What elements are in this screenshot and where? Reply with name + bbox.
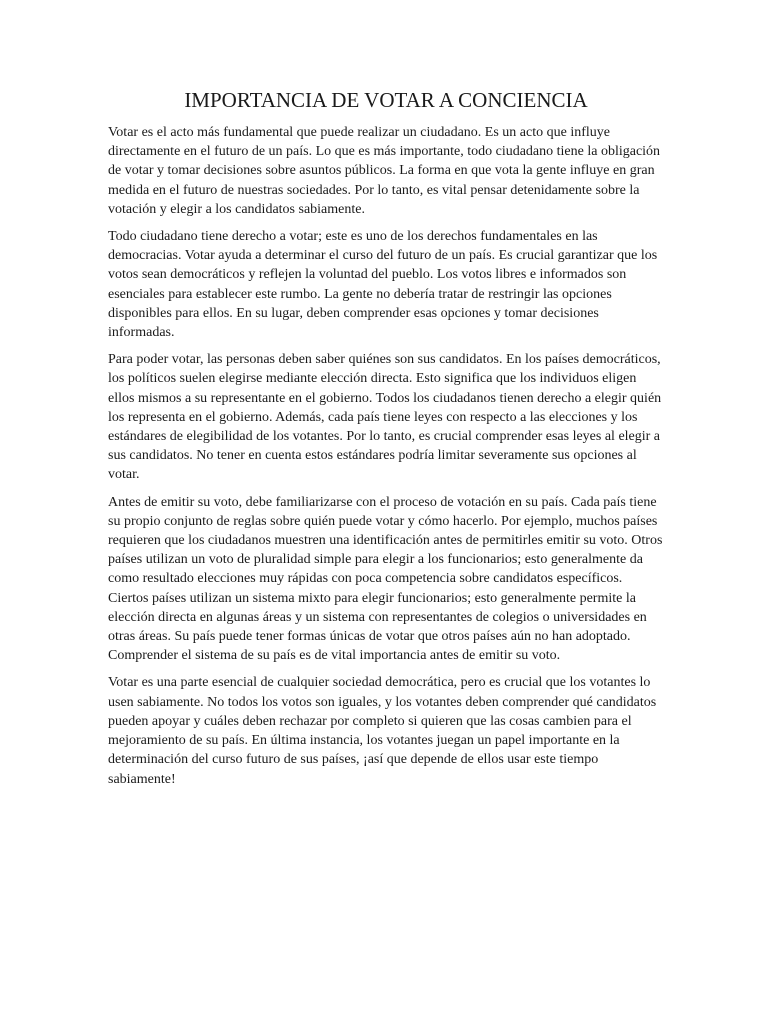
document-page	[108, 88, 664, 797]
paragraph-3: Para poder votar, las personas deben saber quiénes son sus candidatos. En los países democráticos, los políticos suelen elegirse mediante elección directa. Esto significa que los individuos eligen ellos mismos a su representante en el gobierno. Todos los ciudadanos tienen derecho a elegir quién los representa en el gobierno. Además, cada país tiene leyes con respecto a las elecciones y los estándares de elegibilidad de los votantes. Por lo tanto, es crucial comprender esas leyes al elegir a sus candidatos. No tener en cuenta estos estándares podría limitar severamente sus opciones al votar.	[108, 352, 662, 483]
document-title: IMPORTANCIA DE VOTAR A CONCIENCIA	[184, 88, 588, 112]
paragraph-1: Votar es el acto más fundamental que puede realizar un ciudadano. Es un acto que influye directamente en el futuro de un país. Lo que es más importante, todo ciudadano tiene la obligación de votar y tomar decisiones sobre asuntos públicos. La forma en que vota la gente influye en gran medida en el futuro de nuestras sociedades. Por lo tanto, es vital pensar detenidamente sobre la votación y elegir a los candidatos sabiamente.	[108, 125, 661, 217]
paragraph-4: Antes de emitir su voto, debe familiarizarse con el proceso de votación en su país. Cada país tiene su propio conjunto de reglas sobre quién puede votar y cómo hacerlo. Por ejemplo, muchos países requieren que los ciudadanos muestren una identificación antes de permitirles emitir su voto. Otros países utilizan un voto de pluralidad simple para elegir a los funcionarios; esto generalmente da como resultado elecciones muy rápidas con poca competencia sobre candidatos específicos. Ciertos países utilizan un sistema mixto para elegir funcionarios; esto generalmente permite la elección directa en algunas áreas y un sistema con representantes de colegios o universidades en otras áreas. Su país puede tener formas únicas de votar que otros países aún no han adoptado. Comprender el sistema de su país es de vital importancia antes de emitir su voto.	[108, 494, 663, 664]
paragraph-2: Todo ciudadano tiene derecho a votar; este es uno de los derechos fundamentales en las democracias. Votar ayuda a determinar el curso del futuro de un país. Es crucial garantizar que los votos sean democráticos y reflejen la voluntad del pueblo. Los votos libres e informados son esenciales para establecer este rumbo. La gente no debería tratar de restringir las opciones disponibles para ellos. En su lugar, deben comprender esas opciones y tomar decisiones informadas.	[108, 229, 658, 341]
paragraph-5: Votar es una parte esencial de cualquier sociedad democrática, pero es crucial que los votantes lo usen sabiamente. No todos los votos son iguales, y los votantes deben comprender qué candidatos pueden apoyar y cuáles deben rechazar por completo si quieren que las cosas cambien para el mejoramiento de su país. En última instancia, los votantes juegan un papel importante en la determinación del curso futuro de sus países, ¡así que depende de ellos usar este tiempo sabiamente!	[108, 675, 657, 787]
